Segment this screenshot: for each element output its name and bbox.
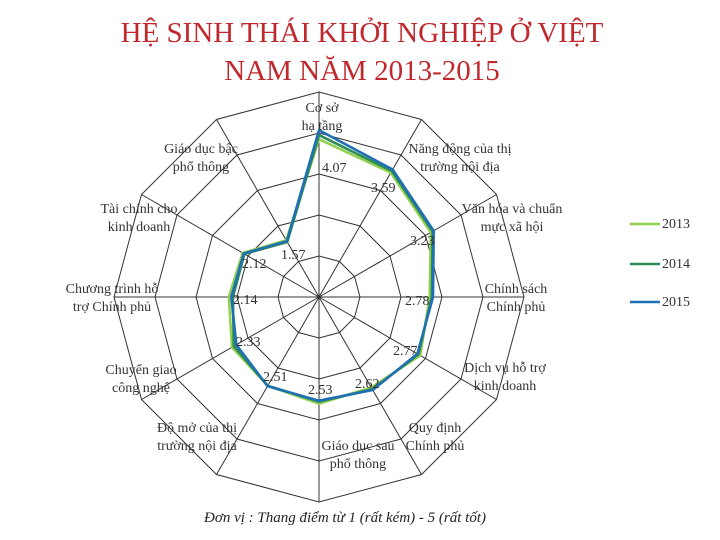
axis-label-6-line-1: phổ thông: [329, 457, 387, 472]
chart-title-line-2: NAM NĂM 2013-2015: [224, 55, 500, 87]
axis-label-9: [66, 282, 159, 315]
value-label-0: 4.07: [322, 161, 347, 176]
axis-label-2: [462, 202, 563, 235]
value-label-4: 2.77: [393, 344, 418, 359]
axis-label-10-line-1: kinh doanh: [107, 220, 171, 235]
axis-label-5-line-0: Quy định: [408, 421, 462, 436]
axis-label-6-line-0: Giáo dục sau: [321, 439, 395, 454]
axis-label-3: [485, 282, 548, 315]
axis-label-5: [406, 421, 465, 454]
axis-label-10-line-0: Tài chính cho: [100, 202, 178, 217]
value-label-11: 1.57: [281, 248, 306, 263]
value-label-1: 3.59: [371, 181, 396, 196]
axis-label-0: [302, 101, 343, 134]
axis-label-11: [164, 142, 238, 175]
axis-label-0-line-1: hạ tầng: [301, 119, 343, 134]
chart-footnote: Đơn vị : Thang điểm từ 1 (rất kém) - 5 (rất tốt): [204, 510, 486, 526]
axis-label-11-line-0: Giáo dục bậc: [164, 142, 238, 157]
axis-label-7-line-1: trường nội địa: [157, 439, 237, 454]
axis-label-3-line-0: Chính sách: [484, 282, 548, 297]
value-label-3: 2.78: [405, 294, 430, 309]
axis-label-9-line-0: Chương trình hỗ: [65, 282, 159, 297]
axis-label-2-line-1: mực xã hội: [480, 220, 544, 235]
axis-label-2-line-0: Văn hóa và chuẩn: [461, 202, 563, 217]
axis-label-1-line-0: Năng động của thị: [408, 142, 512, 157]
axis-label-4-line-1: kinh doanh: [473, 379, 537, 394]
axis-label-6: [321, 439, 394, 472]
value-label-10: 2.12: [242, 257, 267, 272]
axis-label-10: [101, 202, 178, 235]
legend-label-2014: 2014: [662, 257, 690, 272]
value-labels: [233, 161, 435, 398]
chart-title-line-1: HỆ SINH THÁI KHỞI NGHIỆP Ở VIỆT: [120, 17, 604, 49]
legend: [630, 217, 690, 310]
axis-label-11-line-1: phổ thông: [172, 160, 230, 175]
value-label-6: 2.53: [308, 383, 333, 398]
axis-label-5-line-1: Chính phủ: [405, 439, 465, 454]
axis-label-8-line-0: Chuyển giao: [105, 363, 177, 378]
legend-label-2015: 2015: [662, 295, 690, 310]
axis-label-9-line-1: trợ Chính phủ: [72, 300, 152, 315]
axis-label-4-line-0: Dịch vụ hỗ trợ: [464, 361, 546, 376]
value-label-5: 2.62: [355, 377, 380, 392]
legend-label-2013: 2013: [662, 217, 690, 232]
axis-label-3-line-1: Chính phủ: [486, 300, 546, 315]
axis-label-7-line-0: Độ mở của thị: [156, 421, 238, 436]
value-label-7: 2.51: [263, 370, 288, 385]
axis-label-7: [157, 421, 238, 454]
axis-label-8: [105, 363, 176, 396]
value-label-2: 3.23: [410, 234, 435, 249]
value-label-8: 2.33: [236, 335, 261, 350]
axis-label-1-line-1: trường nội địa: [420, 160, 500, 175]
axis-label-0-line-0: Cơ sở: [305, 101, 339, 116]
axis-label-8-line-1: công nghệ: [112, 381, 170, 396]
axis-label-4: [464, 361, 546, 394]
value-label-9: 2.14: [233, 293, 258, 308]
